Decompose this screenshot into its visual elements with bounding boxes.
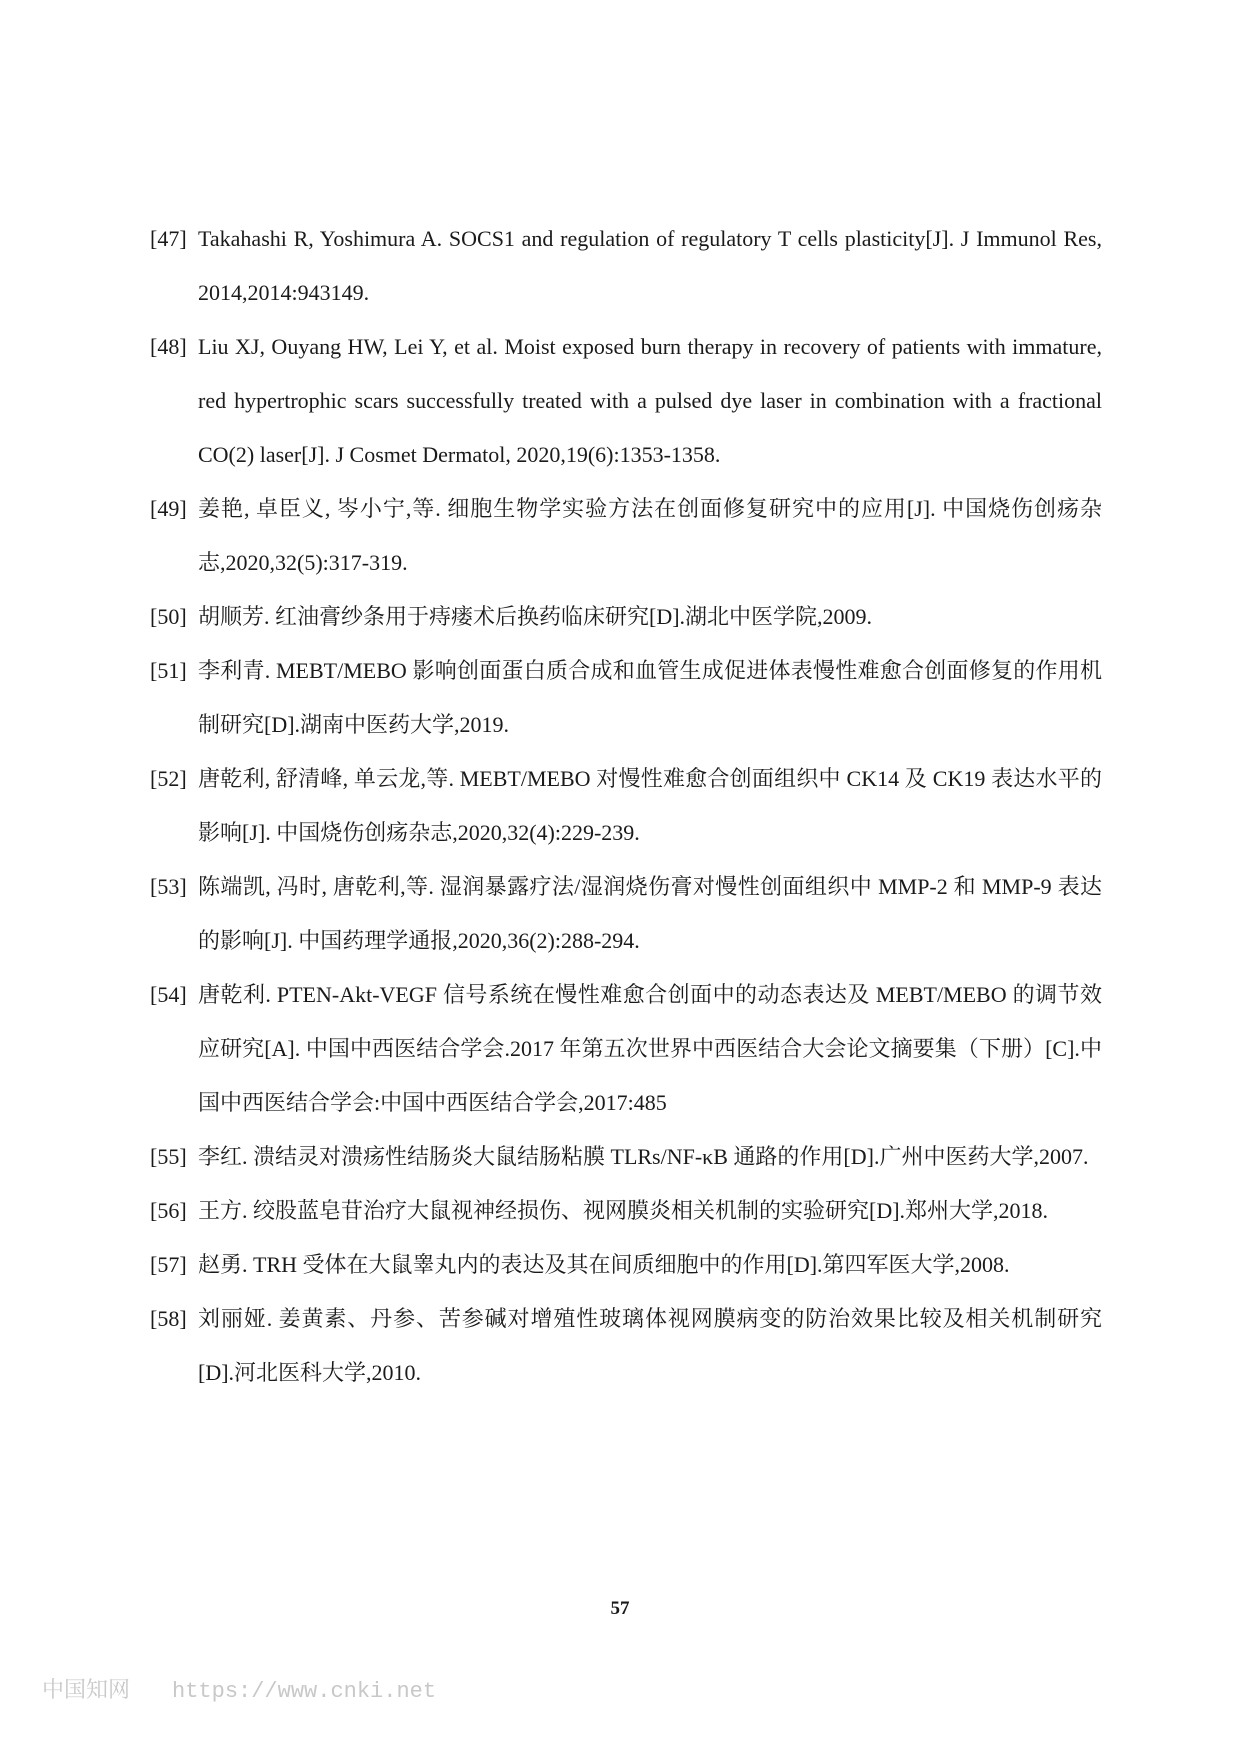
watermark-url: https://www.cnki.net	[172, 1679, 437, 1704]
reference-text: 姜艳, 卓臣义, 岑小宁,等. 细胞生物学实验方法在创面修复研究中的应用[J]. 中国烧伤创疡杂志,2020,32(5):317-319.	[198, 496, 1102, 575]
reference-number: [57]	[150, 1252, 187, 1277]
reference-text: 唐乾利. PTEN-Akt-VEGF 信号系统在慢性难愈合创面中的动态表达及 MEBT/MEBO 的调节效应研究[A]. 中国中西医结合学会.2017 年第五次世界中西医结合大会论文摘要集（下册）[C].中国中西医结合学会:中国中西医结合学会,2017:485	[198, 982, 1102, 1115]
reference-number: [56]	[150, 1198, 187, 1223]
reference-number: [49]	[150, 496, 187, 521]
reference-text: 唐乾利, 舒清峰, 单云龙,等. MEBT/MEBO 对慢性难愈合创面组织中 CK14 及 CK19 表达水平的影响[J]. 中国烧伤创疡杂志,2020,32(4):229-239.	[198, 766, 1102, 845]
reference-item-47	[150, 212, 1102, 320]
reference-number: [52]	[150, 766, 187, 791]
reference-text: 李利青. MEBT/MEBO 影响创面蛋白质合成和血管生成促进体表慢性难愈合创面修复的作用机制研究[D].湖南中医药大学,2019.	[198, 658, 1102, 737]
reference-number: [53]	[150, 874, 187, 899]
reference-list	[150, 212, 1102, 1400]
reference-number: [54]	[150, 982, 187, 1007]
cnki-watermark	[42, 1673, 436, 1704]
reference-number: [50]	[150, 604, 187, 629]
reference-item-57	[150, 1238, 1102, 1292]
reference-text: 刘丽娅. 姜黄素、丹参、苦参碱对增殖性玻璃体视网膜病变的防治效果比较及相关机制研究[D].河北医科大学,2010.	[198, 1306, 1102, 1385]
reference-item-55	[150, 1130, 1102, 1184]
reference-text: Liu XJ, Ouyang HW, Lei Y, et al. Moist exposed burn therapy in recovery of patients with immature, red hypertrophic scars successfully treated with a pulsed dye laser in combination with a fractional CO(2) laser[J]. J Cosmet Dermatol, 2020,19(6):1353-1358.	[198, 334, 1102, 467]
reference-number: [48]	[150, 334, 187, 359]
reference-number: [55]	[150, 1144, 187, 1169]
reference-item-50	[150, 590, 1102, 644]
reference-item-49	[150, 482, 1102, 590]
reference-item-48	[150, 320, 1102, 482]
reference-text: 陈端凯, 冯时, 唐乾利,等. 湿润暴露疗法/湿润烧伤膏对慢性创面组织中 MMP-2 和 MMP-9 表达的影响[J]. 中国药理学通报,2020,36(2):288-294.	[198, 874, 1102, 953]
page-number: 57	[610, 1598, 630, 1619]
reference-item-52	[150, 752, 1102, 860]
reference-item-54	[150, 968, 1102, 1130]
reference-text: Takahashi R, Yoshimura A. SOCS1 and regulation of regulatory T cells plasticity[J]. J Immunol Res, 2014,2014:943149.	[198, 226, 1102, 305]
reference-text: 李红. 溃结灵对溃疡性结肠炎大鼠结肠粘膜 TLRs/NF-κB 通路的作用[D].广州中医药大学,2007.	[198, 1144, 1089, 1169]
reference-item-56	[150, 1184, 1102, 1238]
reference-item-53	[150, 860, 1102, 968]
reference-text: 胡顺芳. 红油膏纱条用于痔瘘术后换药临床研究[D].湖北中医学院,2009.	[198, 604, 873, 629]
reference-number: [58]	[150, 1306, 187, 1331]
reference-text: 王方. 绞股蓝皂苷治疗大鼠视神经损伤、视网膜炎相关机制的实验研究[D].郑州大学,2018.	[198, 1198, 1049, 1223]
reference-number: [47]	[150, 226, 187, 251]
reference-text: 赵勇. TRH 受体在大鼠睾丸内的表达及其在间质细胞中的作用[D].第四军医大学,2008.	[198, 1252, 1010, 1277]
reference-item-58	[150, 1292, 1102, 1400]
reference-number: [51]	[150, 658, 187, 683]
watermark-site-name: 中国知网	[42, 1677, 131, 1702]
reference-item-51	[150, 644, 1102, 752]
